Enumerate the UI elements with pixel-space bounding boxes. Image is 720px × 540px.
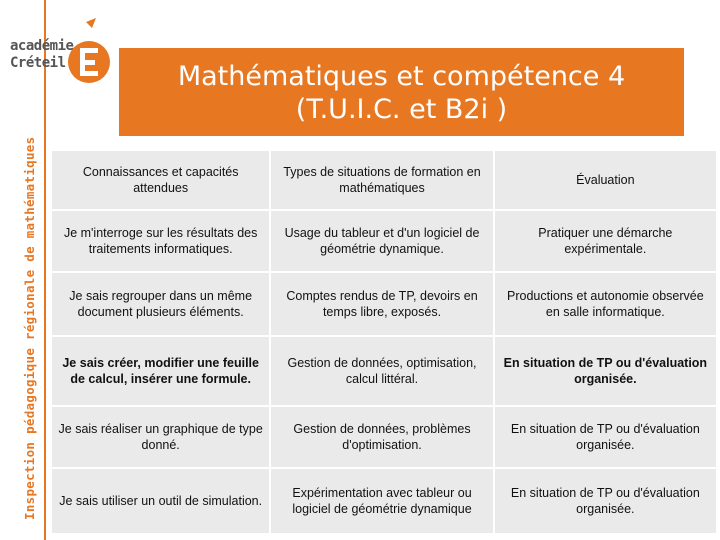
table-cell: Usage du tableur et d'un logiciel de géométrie dynamique. — [271, 211, 492, 271]
academie-logo — [4, 14, 114, 98]
table-cell: Comptes rendus de TP, devoirs en temps libre, exposés. — [271, 273, 492, 335]
table-cell: Je sais regrouper dans un même document plusieurs éléments. — [52, 273, 269, 335]
logo-line-2: Créteil — [10, 55, 66, 71]
table-row — [52, 407, 716, 467]
table-row — [52, 273, 716, 335]
table-cell: Je sais utiliser un outil de simulation. — [52, 469, 269, 533]
header-connaissances: Connaissances et capacités attendues — [52, 151, 269, 209]
table-cell: En situation de TP ou d'évaluation organisée. — [495, 407, 716, 467]
title-line-1: Mathématiques et compétence 4 — [177, 61, 626, 92]
table-cell: En situation de TP ou d'évaluation organisée. — [495, 469, 716, 533]
table-cell: Gestion de données, optimisation, calcul littéral. — [271, 337, 492, 405]
title-line-2: (T.U.I.C. et B2i ) — [295, 94, 508, 125]
competence-table — [50, 149, 718, 535]
table-row — [52, 469, 716, 533]
table-row — [52, 211, 716, 271]
table-row — [52, 337, 716, 405]
header-evaluation: Évaluation — [495, 151, 716, 209]
logo-text — [10, 38, 73, 72]
table-cell-highlight: Je sais créer, modifier une feuille de calcul, insérer une formule. — [52, 337, 269, 405]
table-cell: Productions et autonomie observée en salle informatique. — [495, 273, 716, 335]
table-cell-highlight: En situation de TP ou d'évaluation organisée. — [495, 337, 716, 405]
table-cell: Pratiquer une démarche expérimentale. — [495, 211, 716, 271]
table-header-row — [52, 151, 716, 209]
logo-e-mark-icon — [66, 18, 112, 92]
header-situations: Types de situations de formation en mathématiques — [271, 151, 492, 209]
table-cell: Gestion de données, problèmes d'optimisation. — [271, 407, 492, 467]
table-cell: Expérimentation avec tableur ou logiciel de géométrie dynamique — [271, 469, 492, 533]
logo-line-1: académie — [10, 38, 74, 54]
sidebar-vertical-text: Inspection pédagogique régionale de mathématiques — [22, 136, 37, 520]
table-cell: Je m'interroge sur les résultats des traitements informatiques. — [52, 211, 269, 271]
page-title — [119, 48, 684, 136]
table-cell: Je sais réaliser un graphique de type donné. — [52, 407, 269, 467]
